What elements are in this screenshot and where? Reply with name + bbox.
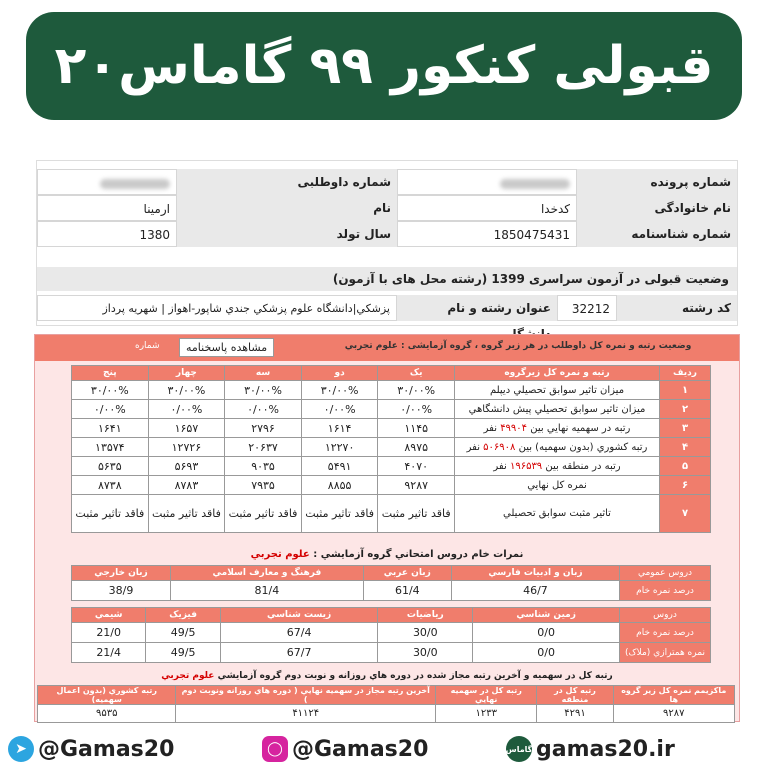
rank-value: فاقد تاثیر مثبت <box>301 495 378 533</box>
info-row-1 <box>37 169 737 195</box>
row-number: ۳ <box>660 419 711 438</box>
col-header: شیمي <box>72 608 146 623</box>
name-value: ارمینا <box>37 195 177 221</box>
footer <box>0 732 768 768</box>
col-header: چهار <box>148 366 225 381</box>
col-header: زبان و ادبیات فارسي <box>451 566 619 581</box>
raw-scores-title: نمرات خام دروس امتحاني گروه آزمایشي : علوم تجربي <box>250 549 524 560</box>
file-number-value <box>397 169 577 195</box>
rank-row <box>72 419 711 438</box>
quota-value: ۹۲۸۷ <box>613 705 734 723</box>
special-courses-table <box>71 607 711 663</box>
rank-value: ۳۰/۰۰% <box>72 381 149 400</box>
rank-value: ۹۲۸۷ <box>378 476 455 495</box>
answer-sheet-button[interactable]: مشاهده پاسخنامه <box>179 338 274 357</box>
applicant-info-panel <box>36 160 738 326</box>
rank-row <box>72 400 711 419</box>
row-number: ۱ <box>660 381 711 400</box>
major-code-value: 32212 <box>557 295 617 321</box>
general-value: 46/7 <box>451 581 619 601</box>
rank-value: ۱۲۷۲۶ <box>148 438 225 457</box>
rank-value: ۱۳۵۷۴ <box>72 438 149 457</box>
major-title-label: عنوان رشته و نام <box>397 295 557 321</box>
col-header: زیست شناسي <box>220 608 377 623</box>
applicant-number-small: شماره <box>135 341 160 351</box>
birth-label: سال تولد <box>177 221 397 247</box>
telegram-handle[interactable]: ➤ @Gamas20 <box>8 736 174 762</box>
special-value: 21/4 <box>72 643 146 663</box>
rank-value: ۷۹۳۵ <box>225 476 302 495</box>
rank-value: ۳۰/۰۰% <box>148 381 225 400</box>
general-row-label: درصد نمره خام <box>620 581 711 601</box>
row-number: ۲ <box>660 400 711 419</box>
family-label: نام خانوادگی <box>577 195 737 221</box>
special-value: 0/0 <box>473 623 620 643</box>
special-value: 30/0 <box>378 643 473 663</box>
status-title: وضعیت قبولی در آزمون سراسری 1399 (رشته محل های با آزمون) <box>37 267 737 291</box>
rank-value: فاقد تاثیر مثبت <box>225 495 302 533</box>
rank-value: ۰/۰۰% <box>378 400 455 419</box>
instagram-icon: ◯ <box>262 736 288 762</box>
row-label: میزان تاثیر سوابق تحصیلي دیپلم <box>455 381 660 400</box>
quota-value: ۴۲۹۱ <box>537 705 613 723</box>
row-label: رتبه در منطقه بین ۱۹۶۵۳۹ نفر <box>455 457 660 476</box>
col-header: زبان خارجي <box>72 566 171 581</box>
rank-value: ۸۹۷۵ <box>378 438 455 457</box>
rank-value: فاقد تاثیر مثبت <box>148 495 225 533</box>
row-number: ۴ <box>660 438 711 457</box>
row-label: رتبه کشوري (بدون سهمیه) بین ۵۰۶۹۰۸ نفر <box>455 438 660 457</box>
col-header: پنج <box>72 366 149 381</box>
special-value: 21/0 <box>72 623 146 643</box>
rank-row <box>72 495 711 533</box>
col-header: دو <box>301 366 378 381</box>
banner-title: قبولی کنکور ۹۹ گاماس۲۰ <box>54 36 714 96</box>
rank-value: ۲۷۹۶ <box>225 419 302 438</box>
col-header: آخرين رتبه مجاز در سهميه نهايي ( دوره هاي روزانه ونوبت دوم ) <box>176 686 436 705</box>
results-header-text: وضعیت رتبه و نمره کل داوطلب در هر زیر گروه ، گروه آزمایشی : علوم تجربي <box>344 341 692 351</box>
rank-value: ۵۴۹۱ <box>301 457 378 476</box>
col-header: رتبه و نمره کل زیرگروه <box>455 366 660 381</box>
special-row1-label: درصد نمره خام <box>620 623 711 643</box>
file-number-label: شماره پرونده <box>577 169 737 195</box>
col-header: فیزیک <box>146 608 221 623</box>
rank-value: فاقد تاثیر مثبت <box>72 495 149 533</box>
major-title-value: پزشکي|دانشگاه علوم پزشكي جندي شاپور-اهواز | شهريه پرداز <box>37 295 397 321</box>
col-header: زبان عربي <box>363 566 451 581</box>
special-value: 49/5 <box>146 643 221 663</box>
rank-value: ۱۱۴۵ <box>378 419 455 438</box>
special-row-header: دروس <box>620 608 711 623</box>
col-header: ماكزيمم نمره كل زير گروه ها <box>613 686 734 705</box>
row-number: ۷ <box>660 495 711 533</box>
col-header: رتبه کل در سهمیه نهایي <box>436 686 537 705</box>
name-label: نام <box>177 195 397 221</box>
col-header: ردیف <box>660 366 711 381</box>
col-header: زمین شناسي <box>473 608 620 623</box>
rank-value: ۸۸۵۵ <box>301 476 378 495</box>
special-row2-label: نمره همترازي (ملاک) <box>620 643 711 663</box>
rank-row <box>72 457 711 476</box>
rank-value: فاقد تاثیر مثبت <box>378 495 455 533</box>
col-header: فرهنگ و معارف اسلامي <box>171 566 364 581</box>
info-row-major <box>37 295 737 321</box>
col-header: یک <box>378 366 455 381</box>
col-header: رتبه کشوري (بدون اعمال سهمیه) <box>38 686 176 705</box>
rank-row <box>72 381 711 400</box>
quota-value: ۱۲۳۳ <box>436 705 537 723</box>
results-panel <box>34 334 740 722</box>
header-banner <box>26 12 742 120</box>
rank-value: ۰/۰۰% <box>301 400 378 419</box>
row-number: ۶ <box>660 476 711 495</box>
rank-value: ۱۶۴۱ <box>72 419 149 438</box>
rank-value: ۰/۰۰% <box>72 400 149 419</box>
general-row-header: دروس عمومي <box>620 566 711 581</box>
quota-value: ۴۱۱۲۴ <box>176 705 436 723</box>
rank-value: ۳۰/۰۰% <box>378 381 455 400</box>
col-header: ریاضیات <box>378 608 473 623</box>
rank-value: ۰/۰۰% <box>148 400 225 419</box>
row-label: رتبه در سهمیه نهایي بین ۴۹۹۰۴ نفر <box>455 419 660 438</box>
telegram-icon: ➤ <box>8 736 34 762</box>
applicant-number-value <box>37 169 177 195</box>
rank-value: ۳۰/۰۰% <box>225 381 302 400</box>
rank-table <box>71 365 711 533</box>
instagram-handle[interactable]: ◯ @Gamas20 <box>262 736 428 762</box>
applicant-number-label: شماره داوطلبی <box>177 169 397 195</box>
col-header: رتبه کل در منطقه <box>537 686 613 705</box>
rank-value: ۴۰۷۰ <box>378 457 455 476</box>
rank-value: ۱۶۱۴ <box>301 419 378 438</box>
special-value: 0/0 <box>473 643 620 663</box>
rank-value: ۲۰۶۳۷ <box>225 438 302 457</box>
rank-value: ۱۲۲۷۰ <box>301 438 378 457</box>
rank-value: ۵۶۹۳ <box>148 457 225 476</box>
rank-value: ۳۰/۰۰% <box>301 381 378 400</box>
rank-value: ۹۰۳۵ <box>225 457 302 476</box>
special-value: 67/7 <box>220 643 377 663</box>
col-header: سه <box>225 366 302 381</box>
quota-title: رتبه کل در سهمیه و آخرین رتبه مجاز شده در دوره هاي روزانه و نوبت دوم گروه آزمایشي علوم تجربي <box>161 671 613 681</box>
rank-value: ۸۷۸۳ <box>148 476 225 495</box>
row-label: نمره کل نهایي <box>455 476 660 495</box>
rank-value: ۱۶۵۷ <box>148 419 225 438</box>
family-value: کدخدا <box>397 195 577 221</box>
rank-value: ۸۷۳۸ <box>72 476 149 495</box>
special-value: 49/5 <box>146 623 221 643</box>
info-row-2 <box>37 195 737 221</box>
birth-value: 1380 <box>37 221 177 247</box>
rank-row <box>72 438 711 457</box>
website-link[interactable]: گاماس gamas20.ir <box>505 736 675 762</box>
special-value: 30/0 <box>378 623 473 643</box>
special-value: 67/4 <box>220 623 377 643</box>
gamas-logo-icon: گاماس <box>506 736 532 762</box>
general-value: 38/9 <box>72 581 171 601</box>
rank-value: ۰/۰۰% <box>225 400 302 419</box>
info-row-3 <box>37 221 737 247</box>
general-value: 81/4 <box>171 581 364 601</box>
major-code-label: کد رشته <box>617 295 737 321</box>
id-value: 1850475431 <box>397 221 577 247</box>
rank-value: ۵۶۳۵ <box>72 457 149 476</box>
quota-value: ۹۵۳۵ <box>38 705 176 723</box>
quota-table <box>37 685 735 723</box>
row-label: میزان تاثیر سوابق تحصیلي پیش دانشگاهي <box>455 400 660 419</box>
row-label: تاثیر مثبت سوابق تحصیلي <box>455 495 660 533</box>
general-courses-table <box>71 565 711 601</box>
row-number: ۵ <box>660 457 711 476</box>
id-label: شماره شناسنامه <box>577 221 737 247</box>
rank-row <box>72 476 711 495</box>
general-value: 61/4 <box>363 581 451 601</box>
